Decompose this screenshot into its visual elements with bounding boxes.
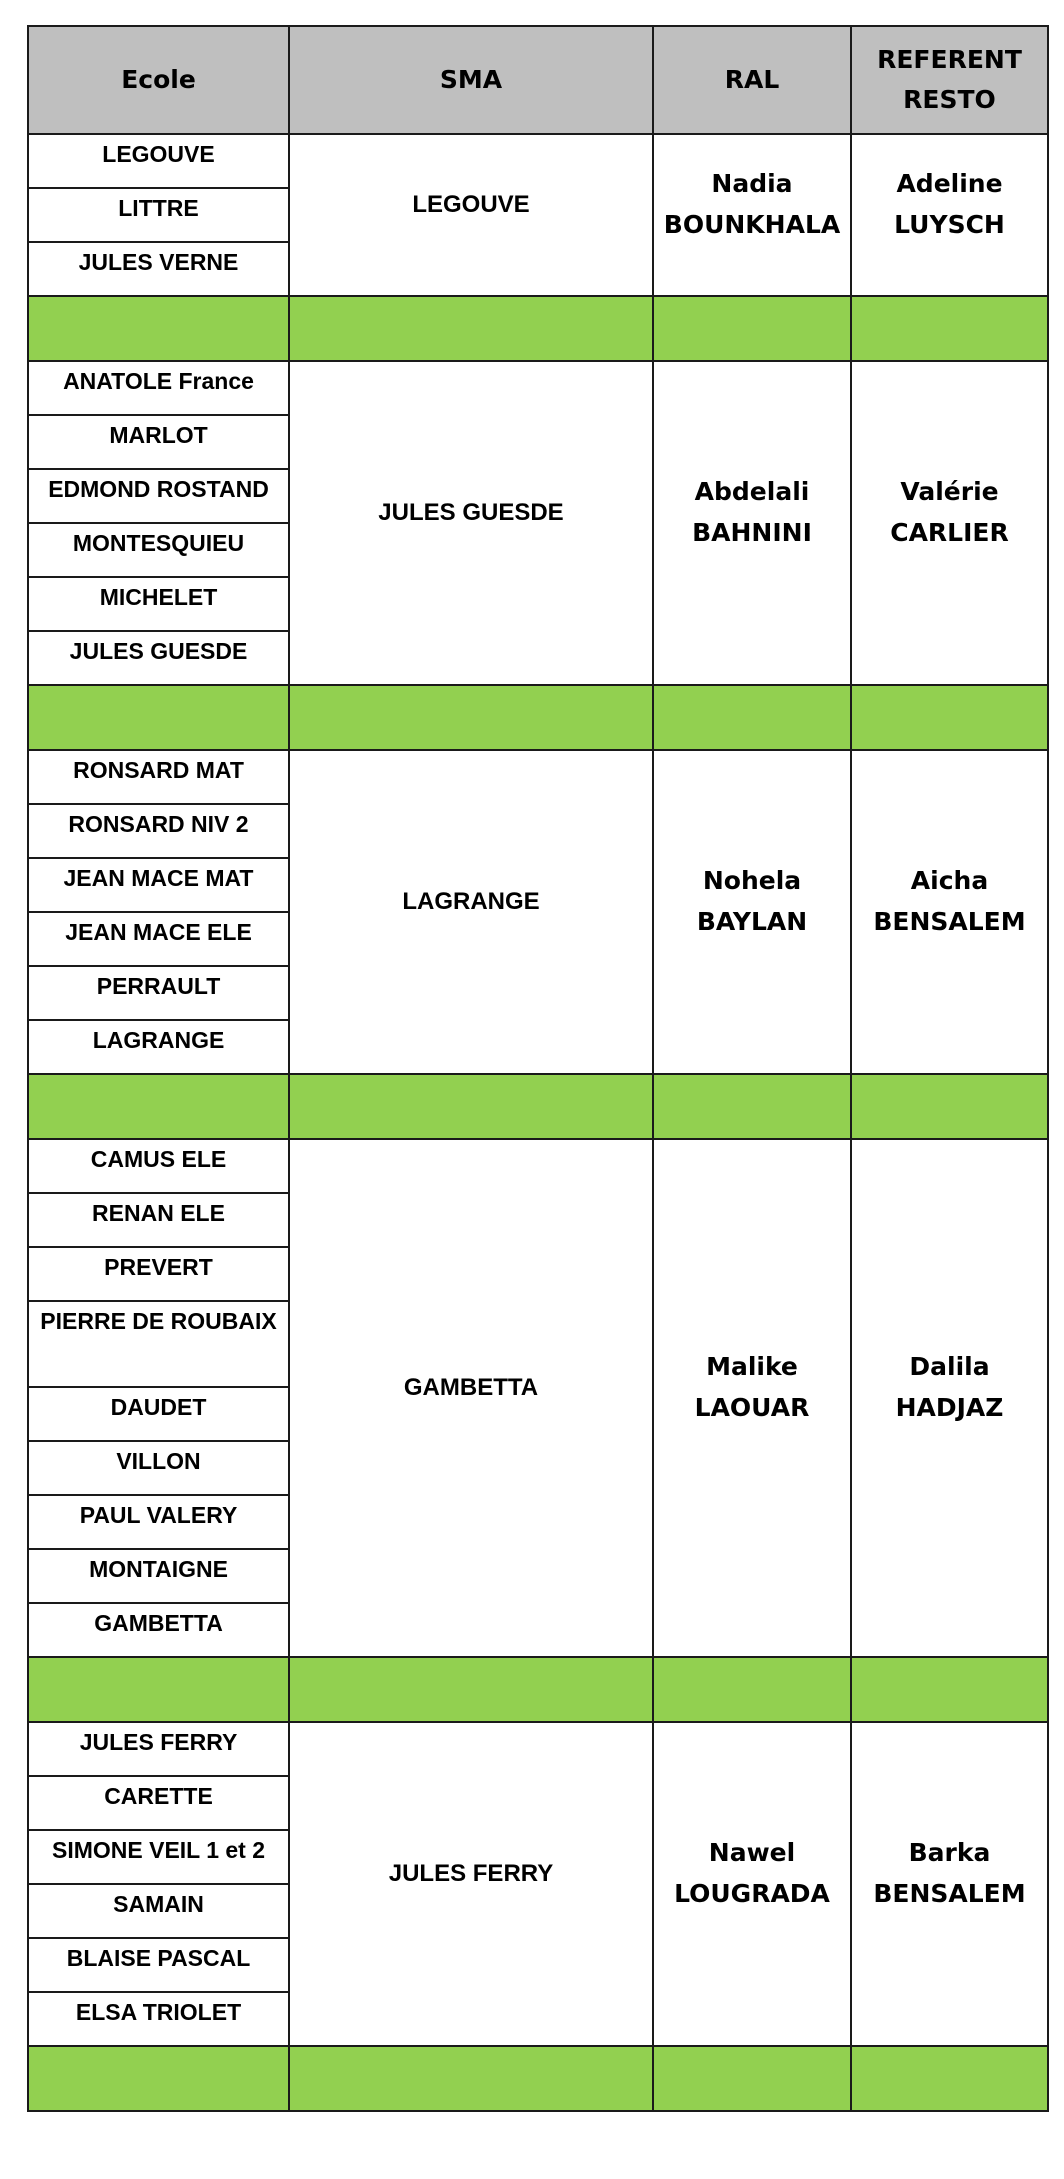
ral-last-name: BOUNKHALA <box>663 210 841 239</box>
ecole-cell: LEGOUVE <box>28 134 289 188</box>
ecole-cell: PREVERT <box>28 1247 289 1301</box>
referent-first-name: Dalila <box>909 1352 990 1381</box>
separator-cell <box>28 685 289 750</box>
header-row <box>28 26 1048 134</box>
ral-cell <box>653 750 851 1074</box>
referent-cell <box>851 750 1048 1074</box>
separator-cell <box>851 296 1048 361</box>
header-ecole: Ecole <box>28 26 289 134</box>
separator-cell <box>28 1657 289 1722</box>
ral-last-name: LAOUAR <box>694 1393 810 1422</box>
ecole-cell: JEAN MACE ELE <box>28 912 289 966</box>
ecole-cell: MONTESQUIEU <box>28 523 289 577</box>
ral-first-name: Malike <box>706 1352 798 1381</box>
ral-last-name: BAHNINI <box>692 518 812 547</box>
separator-cell <box>653 2046 851 2111</box>
ecole-cell: JULES VERNE <box>28 242 289 296</box>
table-row <box>28 134 1048 188</box>
referent-first-name: Barka <box>908 1838 991 1867</box>
referent-last-name: LUYSCH <box>894 210 1005 239</box>
table-row <box>28 361 1048 415</box>
ecole-cell: LITTRE <box>28 188 289 242</box>
table-header <box>28 26 1048 134</box>
ecole-cell: VILLON <box>28 1441 289 1495</box>
ecole-cell: DAUDET <box>28 1387 289 1441</box>
ecole-cell: SAMAIN <box>28 1884 289 1938</box>
ecole-cell: RONSARD NIV 2 <box>28 804 289 858</box>
ecole-cell: MONTAIGNE <box>28 1549 289 1603</box>
schools-table <box>27 25 1049 2112</box>
ecole-cell: RENAN ELE <box>28 1193 289 1247</box>
table-row <box>28 1139 1048 1193</box>
referent-first-name: Adeline <box>896 169 1003 198</box>
referent-first-name: Aicha <box>910 866 989 895</box>
separator-cell <box>851 685 1048 750</box>
separator-cell <box>289 2046 653 2111</box>
sma-cell: JULES FERRY <box>289 1722 653 2046</box>
ecole-cell: PERRAULT <box>28 966 289 1020</box>
ecole-cell: CARETTE <box>28 1776 289 1830</box>
separator-cell <box>289 1074 653 1139</box>
sma-cell: GAMBETTA <box>289 1139 653 1657</box>
ecole-cell: MARLOT <box>28 415 289 469</box>
referent-cell <box>851 1722 1048 2046</box>
sma-cell: LAGRANGE <box>289 750 653 1074</box>
ecole-cell: ANATOLE France <box>28 361 289 415</box>
ecole-cell: MICHELET <box>28 577 289 631</box>
ral-first-name: Abdelali <box>694 477 810 506</box>
schools-table-container <box>27 25 1047 2112</box>
header-referent-line1: REFERENT <box>877 45 1022 74</box>
ral-first-name: Nadia <box>711 169 793 198</box>
separator-cell <box>851 1074 1048 1139</box>
ecole-cell: RONSARD MAT <box>28 750 289 804</box>
header-referent-resto <box>851 26 1048 134</box>
separator-cell <box>851 2046 1048 2111</box>
ecole-cell: SIMONE VEIL 1 et 2 <box>28 1830 289 1884</box>
separator-cell <box>653 685 851 750</box>
ral-cell <box>653 1722 851 2046</box>
separator-cell <box>653 296 851 361</box>
separator-cell <box>653 1657 851 1722</box>
table-body <box>28 134 1048 2111</box>
group-separator-row <box>28 685 1048 750</box>
separator-cell <box>289 685 653 750</box>
ral-first-name: Nawel <box>708 1838 796 1867</box>
ecole-cell: JEAN MACE MAT <box>28 858 289 912</box>
sma-cell: LEGOUVE <box>289 134 653 296</box>
group-separator-row <box>28 296 1048 361</box>
referent-cell <box>851 1139 1048 1657</box>
ecole-cell: GAMBETTA <box>28 1603 289 1657</box>
ecole-cell: BLAISE PASCAL <box>28 1938 289 1992</box>
header-sma: SMA <box>289 26 653 134</box>
group-separator-row <box>28 1074 1048 1139</box>
ecole-cell: ELSA TRIOLET <box>28 1992 289 2046</box>
ral-cell <box>653 134 851 296</box>
header-ral: RAL <box>653 26 851 134</box>
ecole-cell: JULES FERRY <box>28 1722 289 1776</box>
ecole-cell: LAGRANGE <box>28 1020 289 1074</box>
separator-cell <box>28 2046 289 2111</box>
group-separator-row <box>28 2046 1048 2111</box>
ecole-cell: PIERRE DE ROUBAIX <box>28 1301 289 1387</box>
group-separator-row <box>28 1657 1048 1722</box>
table-row <box>28 750 1048 804</box>
ral-last-name: LOUGRADA <box>674 1879 830 1908</box>
referent-cell <box>851 134 1048 296</box>
separator-cell <box>289 296 653 361</box>
separator-cell <box>289 1657 653 1722</box>
referent-first-name: Valérie <box>900 477 999 506</box>
separator-cell <box>28 296 289 361</box>
header-referent-line2: RESTO <box>903 85 996 114</box>
referent-last-name: BENSALEM <box>873 1879 1026 1908</box>
ecole-cell: PAUL VALERY <box>28 1495 289 1549</box>
ral-first-name: Nohela <box>702 866 802 895</box>
ecole-cell: EDMOND ROSTAND <box>28 469 289 523</box>
ecole-cell: CAMUS ELE <box>28 1139 289 1193</box>
ral-last-name: BAYLAN <box>696 907 808 936</box>
referent-last-name: BENSALEM <box>873 907 1026 936</box>
separator-cell <box>28 1074 289 1139</box>
referent-cell <box>851 361 1048 685</box>
ral-cell <box>653 361 851 685</box>
ecole-cell: JULES GUESDE <box>28 631 289 685</box>
separator-cell <box>851 1657 1048 1722</box>
sma-cell: JULES GUESDE <box>289 361 653 685</box>
referent-last-name: HADJAZ <box>895 1393 1004 1422</box>
referent-last-name: CARLIER <box>890 518 1009 547</box>
ral-cell <box>653 1139 851 1657</box>
separator-cell <box>653 1074 851 1139</box>
table-row <box>28 1722 1048 1776</box>
